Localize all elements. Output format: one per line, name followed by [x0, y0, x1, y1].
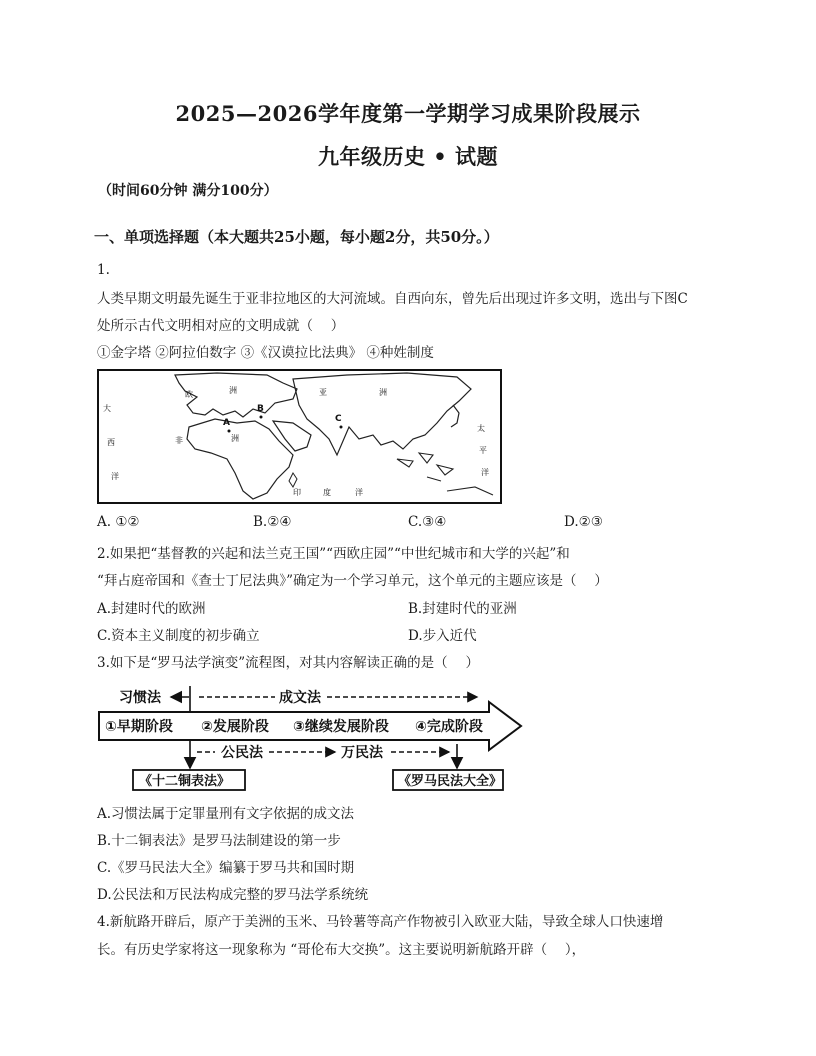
q1-option-c: C.③④ — [408, 514, 447, 530]
section-heading: 一、单项选择题（本大题共25小题，每小题2分，共50分。） — [94, 228, 499, 246]
label-civil-law: 公民法 — [221, 745, 263, 761]
q1-option-a: A. ①② — [97, 514, 140, 530]
stage-1-label: ①早期阶段 — [105, 719, 173, 735]
q2-option-b: B.封建时代的亚洲 — [408, 601, 517, 617]
map-label-africa-2: 洲 — [231, 434, 239, 443]
map-frame — [98, 370, 501, 503]
label-twelve-tables: 《十二铜表法》 — [139, 774, 231, 789]
q2-stem-line1: 2.如果把“基督教的兴起和法兰克王国”“西欧庄园”“中世纪城市和大学的兴起”和 — [97, 546, 570, 562]
q1-option-d: D.②③ — [564, 514, 603, 530]
roman-law-flowchart — [97, 682, 527, 792]
q1-stem-line2: 处所示古代文明相对应的文明成就（ ） — [97, 318, 345, 334]
q3-stem: 3.如下是“罗马法学演变”流程图，对其内容解读正确的是（ ） — [97, 655, 479, 671]
stage-4-label: ④完成阶段 — [415, 719, 483, 735]
q1-items: ①金字塔 ②阿拉伯数字 ③《汉谟拉比法典》 ④种姓制度 — [97, 345, 434, 361]
q4-stem-line2: 长。有历史学家将这一现象称为 “哥伦布大交换”。这主要说明新航路开辟（ ）， — [97, 942, 586, 958]
q2-option-c: C.资本主义制度的初步确立 — [97, 628, 260, 644]
label-written-law: 成文法 — [279, 690, 321, 706]
map-label-asia-2: 洲 — [379, 388, 387, 397]
map-label-indian-1: 印 — [293, 488, 301, 497]
map-label-indian-2: 度 — [323, 488, 331, 497]
map-label-europe-2: 洲 — [229, 386, 237, 395]
map-label-atlantic-3: 洋 — [111, 472, 119, 481]
q2-stem-line2: “拜占庭帝国和《查士丁尼法典》”确定为一个学习单元，这个单元的主题应该是（ ） — [97, 573, 608, 589]
map-label-pacific-2: 平 — [479, 446, 487, 455]
map-label-pacific-1: 太 — [477, 424, 485, 433]
map-marker-a — [228, 430, 231, 433]
map-point-c: C — [335, 414, 342, 424]
map-point-b: B — [257, 404, 264, 414]
q3-option-b: B.十二铜表法》是罗马法制建设的第一步 — [97, 833, 341, 849]
page-subtitle: 九年级历史 • 试题 — [317, 144, 499, 169]
world-map-figure — [97, 369, 502, 504]
q3-option-a: A.习惯法属于定罪量刑有文字依据的成文法 — [97, 806, 355, 822]
q2-option-d: D.步入近代 — [408, 628, 477, 644]
exam-meta: （时间60分钟 满分100分） — [98, 183, 278, 199]
q3-option-c: C.《罗马民法大全》编纂于罗马共和国时期 — [97, 860, 355, 876]
label-law-of-nations: 万民法 — [341, 745, 383, 761]
stage-3-label: ③继续发展阶段 — [293, 719, 389, 735]
label-customary-law: 习惯法 — [119, 690, 161, 706]
map-label-atlantic-1: 大 — [103, 404, 111, 413]
map-point-a: A — [223, 418, 230, 428]
q4-stem-line1: 4.新航路开辟后，原产于美洲的玉米、马铃薯等高产作物被引入欧亚大陆，导致全球人口快速增 — [97, 914, 664, 930]
map-label-africa-1: 非 — [175, 436, 183, 445]
map-marker-b — [260, 416, 263, 419]
q3-option-d: D.公民法和万民法构成完整的罗马法学系统统 — [97, 887, 369, 903]
page-title: 2025—2026学年度第一学期学习成果阶段展示 — [175, 101, 641, 126]
map-marker-c — [340, 426, 343, 429]
q1-option-b: B.②④ — [253, 514, 292, 530]
map-label-pacific-3: 洋 — [481, 468, 489, 477]
label-corpus-juris: 《罗马民法大全》 — [398, 774, 503, 789]
map-label-asia-1: 亚 — [319, 388, 327, 397]
q1-number: 1. — [97, 262, 110, 278]
map-label-atlantic-2: 西 — [107, 438, 115, 447]
map-label-indian-3: 洋 — [355, 488, 363, 497]
q1-stem-line1: 人类早期文明最先诞生于亚非拉地区的大河流域。自西向东，曾先后出现过许多文明，选出与下图C — [97, 291, 688, 307]
q2-option-a: A.封建时代的欧洲 — [97, 601, 206, 617]
stage-2-label: ②发展阶段 — [201, 719, 269, 735]
map-label-europe-1: 欧 — [185, 390, 193, 399]
